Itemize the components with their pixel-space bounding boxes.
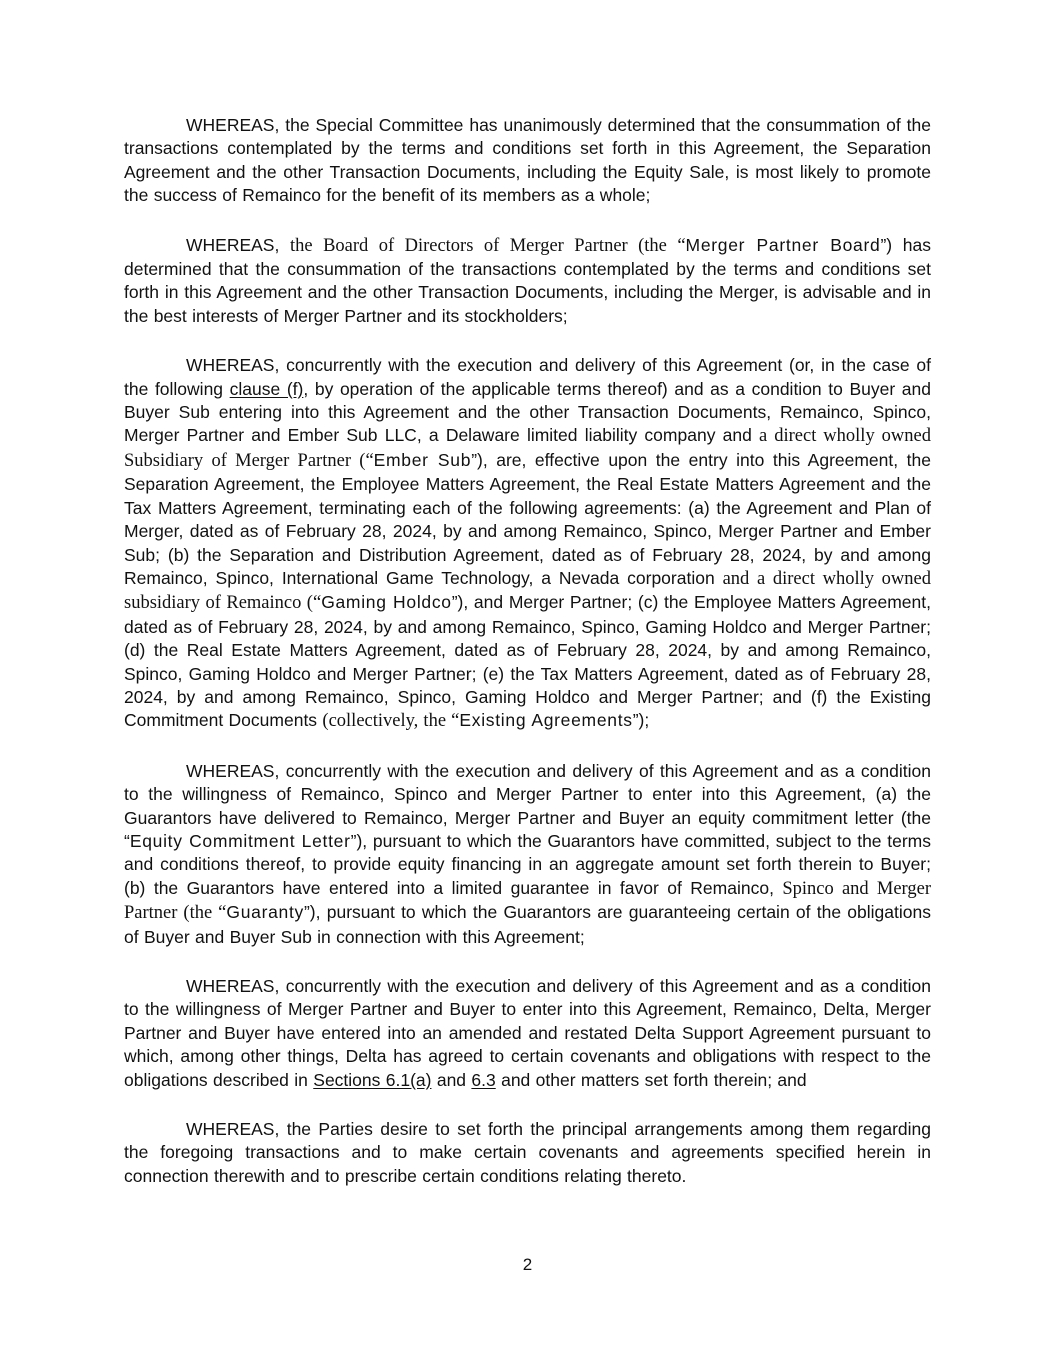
text-run: WHEREAS, the Parties desire to set forth the principal arrangements among them regarding the foregoing transactions and to make certain covenants and agreements specified herein in connection therewith and to prescribe certain conditions relating thereto. xyxy=(124,1119,931,1186)
paragraph-whereas-merger-partner-board xyxy=(124,234,931,329)
text-run: a direct wholly owned Subsidiary of Merger Partner (“ xyxy=(124,426,931,471)
text-run: WHEREAS, concurrently with the execution and delivery of this Agreement and as a condition to the willingness of Remainco, Spinco and Merger Partner to enter into this Agreement, (a) the Guarantors have delivered to Remainco, Merger Partner and Buyer an equity commitment letter (the “ xyxy=(124,760,931,851)
page-number: 2 xyxy=(522,1255,533,1274)
defined-term-equity-commitment-letter: Equity Commitment Letter xyxy=(129,830,351,851)
text-run: WHEREAS, xyxy=(186,234,291,255)
text-run: ”); xyxy=(632,710,650,731)
cross-reference-section-6-3: 6.3 xyxy=(471,1069,496,1090)
text-run: ”), pursuant to which the Guarantors have committed, subject to the terms and conditions thereof, to provide equity financing in an aggregate amount set forth therein to Buyer; (b) the Guarantors have entered into a limited guarantee in favor of Remainco, xyxy=(124,830,931,898)
text-run: the Board of Directors of Merger Partner (the “ xyxy=(290,235,686,256)
text-run: WHEREAS, the Special Committee has unanimously determined that the consummation of the transactions contemplated by the terms and conditions set forth in this Agreement, the Separation Agreement and the other Transaction Documents, including the Equity Sale, is most likely to promote the success of Remainco for the benefit of its members as a whole; xyxy=(124,115,931,206)
paragraph-whereas-delta-support-agreement xyxy=(124,975,931,1092)
text-run: and xyxy=(431,1069,472,1090)
text-run: and other matters set forth therein; and xyxy=(495,1069,807,1090)
cross-reference-clause-f: clause (f) xyxy=(229,378,304,399)
text-run: WHEREAS, concurrently with the execution and delivery of this Agreement and as a condition to the willingness of Merger Partner and Buyer to enter into this Agreement, Remainco, Delta, Merger Partner and Buyer have entered into an amended and restated Delta Support Agreement pursuant to which, among other things, Delta has agreed to certain covenants and obligations with respect to the obligations described in xyxy=(124,976,931,1090)
text-run: ”), and Merger Partner; (c) the Employee Matters Agreement, dated as of February 28, 2024, by and among Remainco, Spinco, Gaming Holdco and Merger Partner; (d) the Real Estate Matters Agreement, dated as of February 28, 2024, by and among Remainco, Spinco, Gaming Holdco and Merger Partner; (e) the Tax Matters Agreement, dated as of February 28, 2024, by and among Remainco, Spinco, Gaming Holdco and Merger Partner; and (f) the Existing Commitment Documents xyxy=(124,592,931,731)
text-run: ”), are, effective upon the entry into this Agreement, the Separation Agreement, the Employee Matters Agreement, the Real Estate Matters Agreement and the Tax Matters Agreement, terminating each of the following agreements: (a) the Agreement and Plan of Merger, dated as of February 28, 2024, by and among Remainco, Spinco, Merger Partner and Ember Sub; (b) the Separation and Distribution Agreement, dated as of February 28, 2024, by and among Remainco, Spinco, International Game Technology, a Nevada corporation xyxy=(124,449,931,588)
paragraph-whereas-terminating-existing-agreements xyxy=(124,354,931,734)
text-run: WHEREAS, concurrently with the execution and delivery of this Agreement (or, in the case of the following xyxy=(124,355,931,399)
text-run: ”), pursuant to which the Guarantors are guaranteeing certain of the obligations of Buyer and Buyer Sub in connection with this Agreement; xyxy=(124,902,931,947)
document-body xyxy=(124,114,931,1214)
text-run: Spinco and Merger Partner (the “ xyxy=(124,878,931,924)
defined-term-gaming-holdco: Gaming Holdco xyxy=(321,592,452,613)
defined-term-merger-partner-board: Merger Partner Board xyxy=(685,234,881,255)
cross-reference-section-6-1-a: Sections 6.1(a) xyxy=(313,1069,432,1090)
paragraph-whereas-equity-commitment-letter-guaranty xyxy=(124,760,931,949)
defined-term-ember-sub: Ember Sub xyxy=(373,449,472,470)
text-run: (collectively, the “ xyxy=(322,711,460,732)
paragraph-whereas-principal-arrangements xyxy=(124,1118,931,1188)
defined-term-guaranty: Guaranty xyxy=(226,902,304,923)
text-run: ”) has determined that the consummation of the transactions contemplated by the terms and conditions set forth in this Agreement and the other Transaction Documents, including the Merger, is advisable and in the best interests of Merger Partner and its stockholders; xyxy=(124,234,931,326)
defined-term-existing-agreements: Existing Agreements xyxy=(459,710,633,731)
text-run: , by operation of the applicable terms thereof) and as a condition to Buyer and Buyer Sub entering into this Agreement and the other Transaction Documents, Remainco, Spinco, Merger Partner and Ember Sub LLC, a Delaware limited liability company and xyxy=(124,378,932,446)
text-run: and a direct wholly owned subsidiary of Remainco (“ xyxy=(124,568,931,614)
paragraph-whereas-special-committee xyxy=(124,114,931,208)
